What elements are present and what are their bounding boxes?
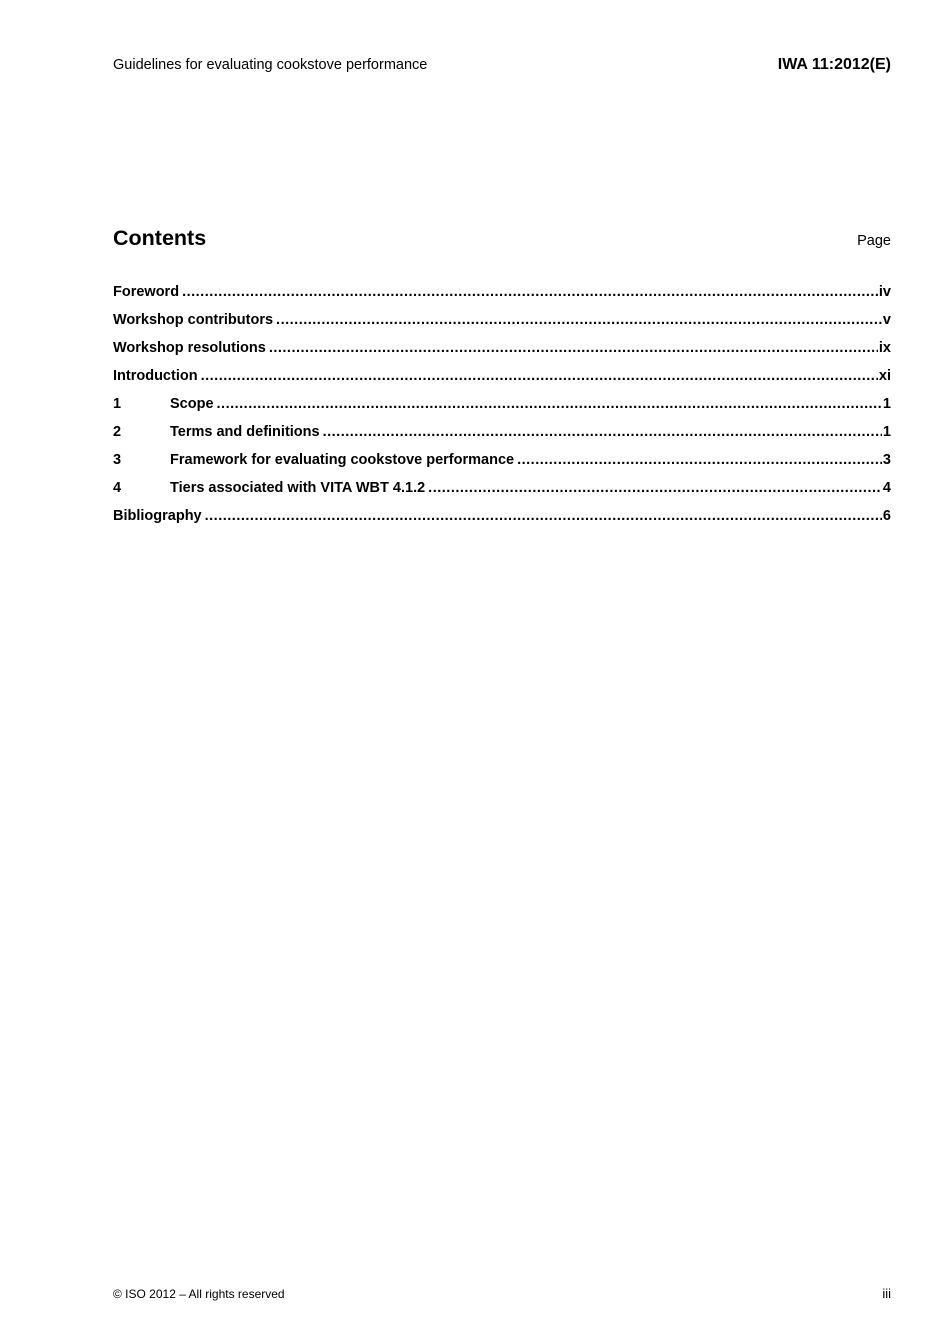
toc-entry[interactable] [113, 508, 891, 536]
toc-entry-title: Bibliography [113, 508, 202, 524]
toc-entry[interactable] [113, 312, 891, 340]
toc-leader-dots [201, 368, 878, 384]
toc-leader-dots [517, 452, 882, 468]
toc-entry-number: 2 [113, 424, 122, 440]
copyright-notice: © ISO 2012 – All rights reserved [113, 1287, 285, 1301]
toc-leader-dots [205, 508, 882, 524]
running-footer [113, 1286, 891, 1301]
contents-heading [113, 226, 891, 251]
toc-entry-page: 1 [882, 396, 891, 412]
toc-entry-title: Workshop contributors [113, 312, 274, 328]
header-title: Guidelines for evaluating cookstove performance [113, 57, 428, 73]
toc-entry-title: Foreword [113, 284, 180, 300]
toc-entry-title: Tiers associated with VITA WBT 4.1.2 [170, 480, 426, 496]
toc-entry-page: 4 [882, 480, 891, 496]
toc-entry-title: Introduction [113, 368, 198, 384]
toc-entry-page: 6 [882, 508, 891, 524]
toc-leader-dots [323, 424, 882, 440]
page-number: iii [882, 1286, 891, 1301]
toc-entry[interactable] [113, 284, 891, 312]
toc-entry[interactable] [113, 340, 891, 368]
toc-entry-number: 4 [113, 480, 122, 496]
toc-entry[interactable] [113, 396, 891, 424]
page-column-label: Page [857, 233, 891, 249]
toc-leader-dots [276, 312, 882, 328]
toc-entry-page: 3 [882, 452, 891, 468]
toc-entry-title: Terms and definitions [170, 424, 320, 440]
toc-entry-page: ix [878, 340, 891, 356]
toc-leader-dots [428, 480, 882, 496]
toc-entry[interactable] [113, 424, 891, 452]
toc-entry[interactable] [113, 452, 891, 480]
toc-entry-page: xi [878, 368, 891, 384]
toc-leader-dots [217, 396, 882, 412]
toc-entry[interactable] [113, 480, 891, 508]
toc-entry-title: Workshop resolutions [113, 340, 266, 356]
toc-entry-page: 1 [882, 424, 891, 440]
toc-entry-number: 3 [113, 452, 122, 468]
toc-entry-title: Scope [170, 396, 214, 412]
toc-leader-dots [269, 340, 878, 356]
table-of-contents [113, 284, 891, 536]
toc-entry-title: Framework for evaluating cookstove performance [170, 452, 515, 468]
toc-entry-number: 1 [113, 396, 122, 412]
toc-leader-dots [182, 284, 878, 300]
toc-entry-page: iv [878, 284, 891, 300]
contents-title: Contents [113, 226, 207, 250]
toc-entry-page: v [882, 312, 891, 328]
header-document-id: IWA 11:2012(E) [777, 56, 891, 73]
running-header [113, 56, 891, 76]
toc-entry[interactable] [113, 368, 891, 396]
